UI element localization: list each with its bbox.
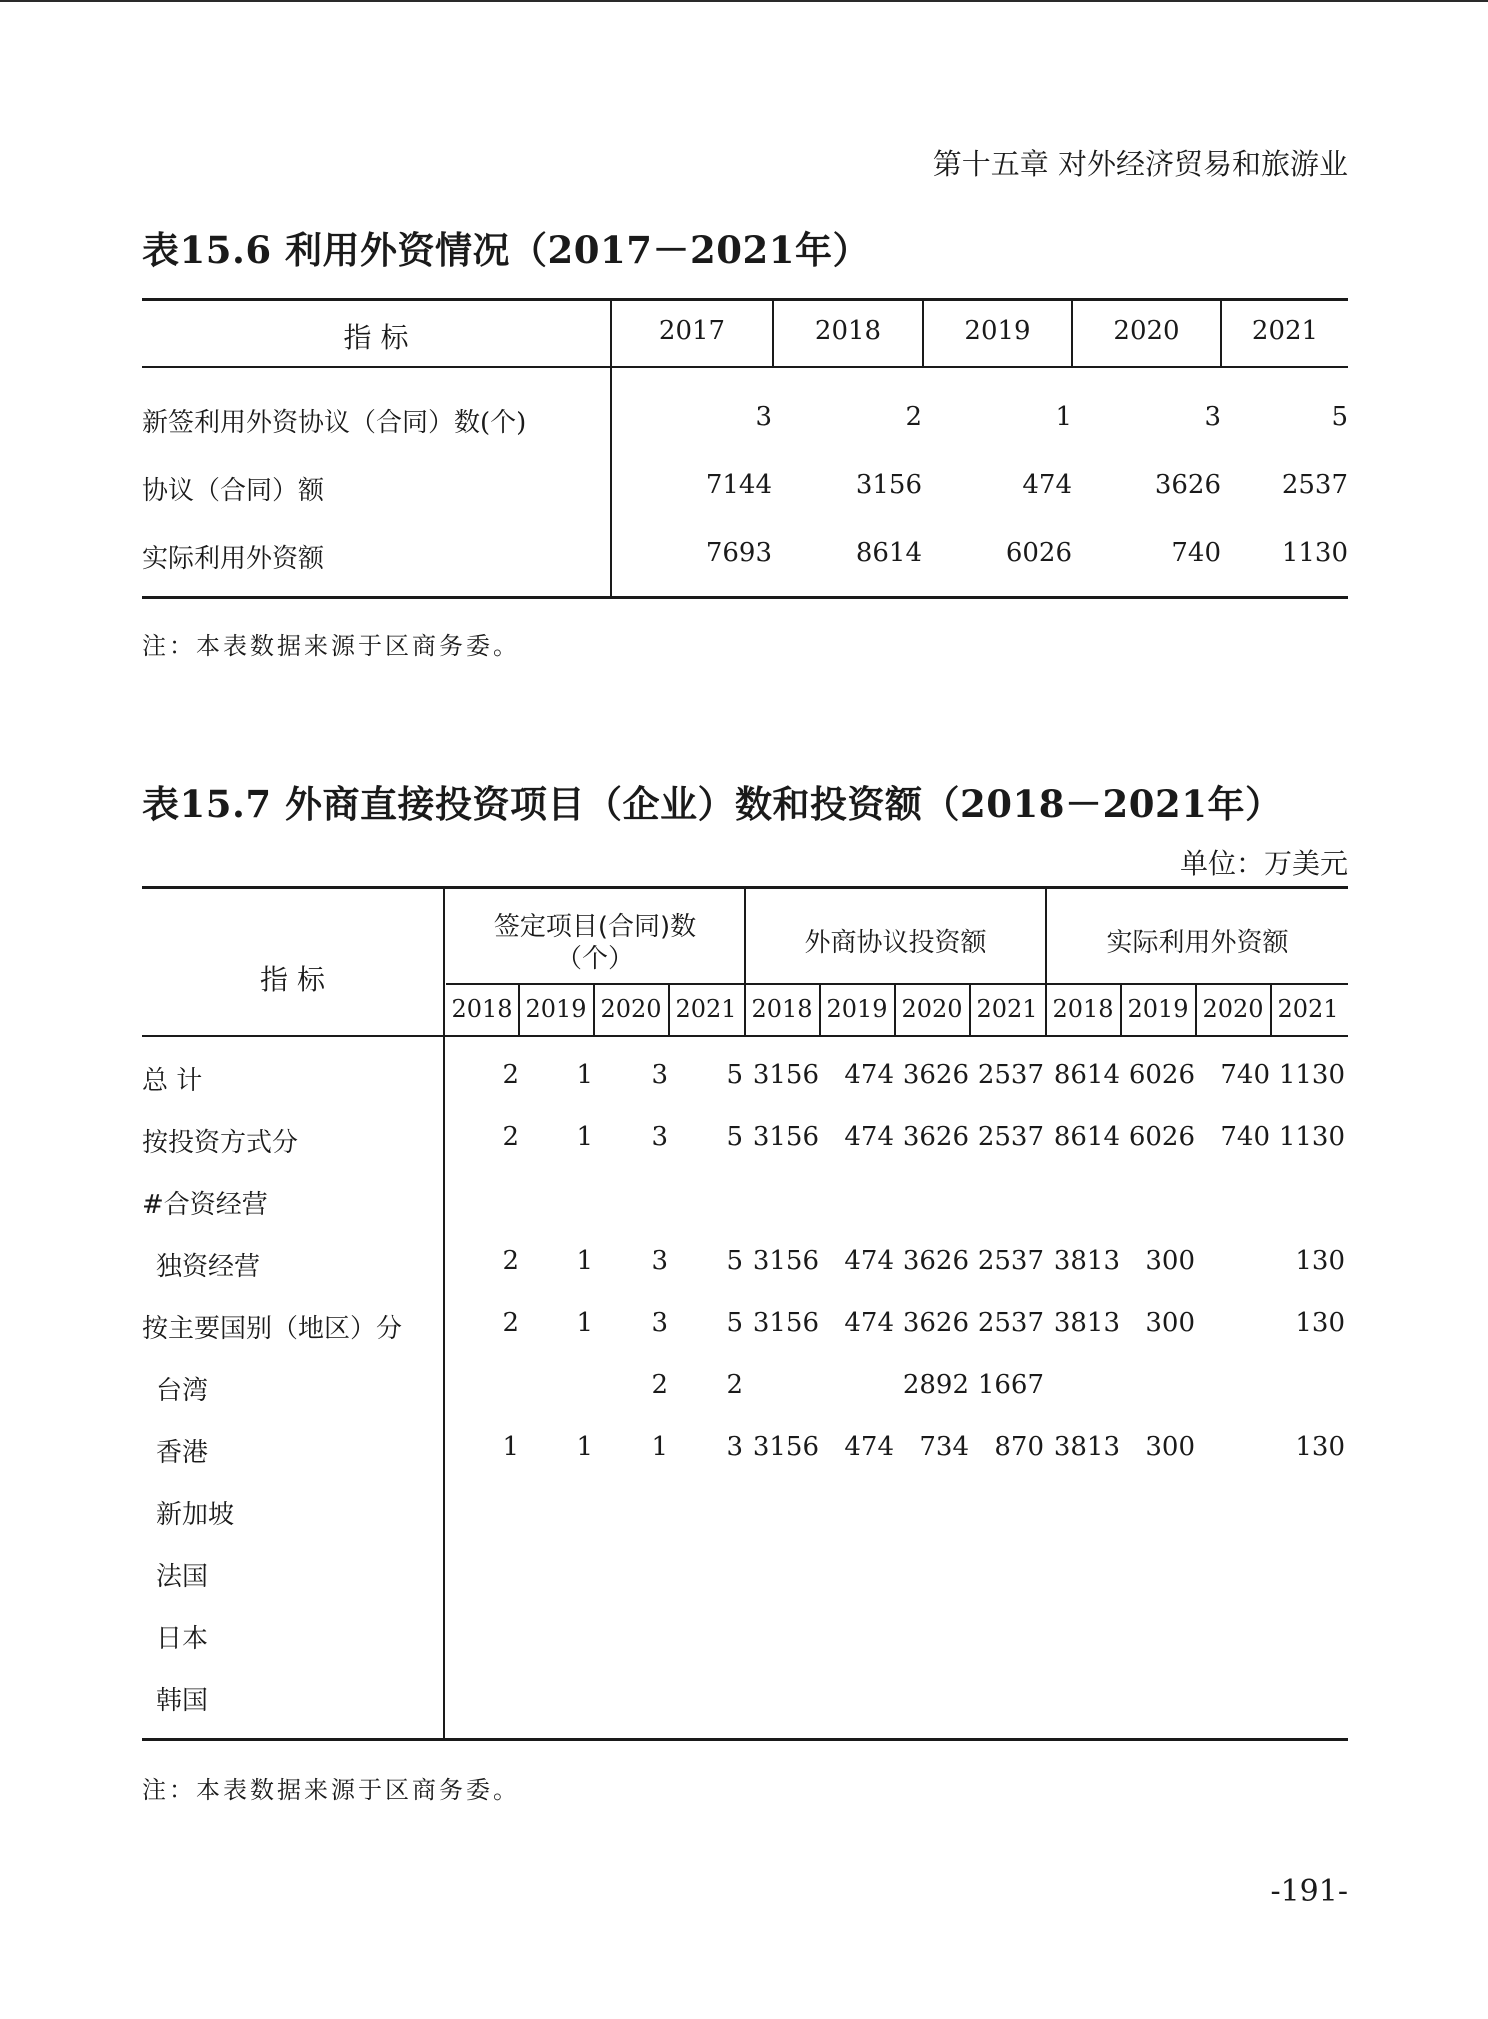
table2-cell: 740	[1220, 1060, 1270, 1090]
table2-cell: 3	[651, 1122, 668, 1152]
table2-cell: 740	[1220, 1122, 1270, 1152]
table2-row-label: 新加坡	[156, 1500, 235, 1530]
table2-year-header: 2019	[826, 995, 888, 1023]
table2-cell: 2537	[977, 1246, 1044, 1276]
table1-bottom-rule	[142, 596, 1348, 599]
table2-year-header: 2019	[1127, 995, 1189, 1023]
table2-cell: 2537	[977, 1122, 1044, 1152]
table2-bottom-rule	[142, 1738, 1348, 1741]
table2-index-divider	[443, 886, 445, 1740]
table2-cell: 3626	[902, 1122, 969, 1152]
table1-cell: 7144	[705, 470, 772, 500]
table2-year-header: 2020	[1202, 995, 1264, 1023]
table1-row-label: 实际利用外资额	[142, 544, 325, 574]
table2-cell: 2537	[977, 1308, 1044, 1338]
table2-row-label: 日本	[156, 1624, 209, 1654]
table1-note: 注：本表数据来源于区商务委。	[142, 632, 520, 660]
table1-year-header: 2020	[1113, 316, 1180, 346]
table2-year-header: 2020	[901, 995, 963, 1023]
table2-cell: 474	[844, 1246, 894, 1276]
table2-cell: 2892	[902, 1370, 969, 1400]
table2-cell: 3626	[902, 1308, 969, 1338]
table2-cell: 3	[651, 1060, 668, 1090]
table2-year-header: 2018	[451, 995, 513, 1023]
table2-cell: 1	[576, 1246, 593, 1276]
table2-row-label: 法国	[156, 1562, 209, 1592]
table2-note: 注：本表数据来源于区商务委。	[142, 1776, 520, 1804]
table2-cell: 300	[1145, 1308, 1195, 1338]
table1-cell: 740	[1171, 538, 1221, 568]
table1-year-header: 2021	[1251, 316, 1319, 346]
table2-year-header: 2021	[976, 995, 1038, 1023]
table2-row-label: 韩国	[156, 1686, 209, 1716]
table1-cell: 2537	[1281, 470, 1348, 500]
table2-year-header: 2018	[1052, 995, 1114, 1023]
table1-cell: 2	[905, 402, 922, 432]
table2-year-header: 2019	[525, 995, 587, 1023]
table2-cell: 5	[726, 1122, 743, 1152]
table2-cell: 2	[502, 1246, 519, 1276]
table1-cell: 1130	[1281, 538, 1348, 568]
table1-row-label: 新签利用外资协议（合同）数(个)	[142, 408, 527, 438]
table1-year-header: 2017	[658, 316, 726, 346]
table1-year-header: 2018	[814, 316, 882, 346]
table2-cell: 1	[502, 1432, 519, 1462]
table1-cell: 1	[1055, 402, 1072, 432]
table1-cell: 3	[755, 402, 772, 432]
table2-cell: 130	[1295, 1432, 1345, 1462]
chapter-header: 第十五章 对外经济贸易和旅游业	[932, 147, 1348, 181]
table2-cell: 734	[919, 1432, 969, 1462]
table1-cell: 7693	[705, 538, 772, 568]
table1-top-rule	[142, 298, 1348, 301]
table2-cell: 3626	[902, 1060, 969, 1090]
table2-group-header: 签定项目(合同)数	[493, 912, 697, 942]
table1-row-label: 协议（合同）额	[142, 476, 325, 506]
table2-cell: 1130	[1278, 1122, 1345, 1152]
table2-cell: 300	[1145, 1432, 1195, 1462]
table2-cell: 3156	[752, 1308, 819, 1338]
table2-cell: 3813	[1053, 1432, 1120, 1462]
table2-cell: 474	[844, 1122, 894, 1152]
table2-cell: 1	[576, 1060, 593, 1090]
table2-row-label: #合资经营	[142, 1190, 268, 1220]
table2-cell: 870	[994, 1432, 1044, 1462]
table2-year-header: 2021	[675, 995, 737, 1023]
table2-cell: 474	[844, 1060, 894, 1090]
table2-cell: 1	[576, 1432, 593, 1462]
table2-cell: 2	[651, 1370, 668, 1400]
table2-unit: 单位：万美元	[1179, 847, 1348, 880]
table2-cell: 3813	[1053, 1246, 1120, 1276]
table2-cell: 3	[726, 1432, 743, 1462]
table2-cell: 1	[576, 1122, 593, 1152]
table2-row-label: 按主要国别（地区）分	[142, 1314, 403, 1344]
table1-title: 表15.6 利用外资情况（2017－2021年）	[142, 228, 870, 272]
table1-cell: 3156	[855, 470, 922, 500]
table1-cell: 3626	[1154, 470, 1221, 500]
table2-index-header: 指 标	[260, 963, 325, 996]
table2-row-label: 独资经营	[156, 1252, 261, 1282]
table2-cell: 6026	[1128, 1060, 1195, 1090]
table2-cell: 3156	[752, 1060, 819, 1090]
table2-cell: 3813	[1053, 1308, 1120, 1338]
table2-group-header: 外商协议投资额	[804, 928, 987, 958]
table2-cell: 2	[502, 1060, 519, 1090]
table2-cell: 2	[502, 1308, 519, 1338]
table2-cell: 3	[651, 1246, 668, 1276]
table2-cell: 3	[651, 1308, 668, 1338]
table2-title: 表15.7 外商直接投资项目（企业）数和投资额（2018－2021年）	[142, 782, 1283, 826]
table1-cell: 6026	[1005, 538, 1072, 568]
table2-cell: 1130	[1278, 1060, 1345, 1090]
table2-cell: 3626	[902, 1246, 969, 1276]
table2-cell: 130	[1295, 1308, 1345, 1338]
table2-cell: 5	[726, 1060, 743, 1090]
table1-index-header: 指 标	[343, 321, 409, 354]
table2-year-header: 2018	[751, 995, 813, 1023]
table2-cell: 2	[726, 1370, 743, 1400]
table2-cell: 8614	[1053, 1060, 1120, 1090]
table1-year-header: 2019	[964, 316, 1031, 346]
table1-header-rule	[142, 366, 1348, 368]
table2-cell: 3156	[752, 1122, 819, 1152]
table2-cell: 1	[651, 1432, 668, 1462]
table2-cell: 300	[1145, 1246, 1195, 1276]
table2-row-label: 按投资方式分	[142, 1128, 299, 1158]
table2-group-header-unit: （个）	[555, 944, 634, 974]
page-number: -191-	[1270, 1874, 1348, 1909]
table1-cell: 8614	[855, 538, 922, 568]
table2-cell: 1667	[977, 1370, 1044, 1400]
table2-year-header: 2020	[600, 995, 662, 1023]
table2-cell: 1	[576, 1308, 593, 1338]
table1-cell: 5	[1331, 402, 1348, 432]
table2-cell: 130	[1295, 1246, 1345, 1276]
table2-group-header: 实际利用外资额	[1106, 928, 1289, 958]
page-top-border	[0, 0, 1488, 2]
table2-cell: 474	[844, 1308, 894, 1338]
table2-cell: 5	[726, 1246, 743, 1276]
table1-cell: 3	[1204, 402, 1221, 432]
table2-year-header: 2021	[1277, 995, 1339, 1023]
table2-cell: 2537	[977, 1060, 1044, 1090]
table2-group-rule	[446, 983, 1348, 985]
table2-row-label: 香港	[156, 1438, 209, 1468]
table2-cell: 474	[844, 1432, 894, 1462]
table2-cell: 2	[502, 1122, 519, 1152]
table2-row-label: 总 计	[142, 1066, 203, 1096]
table2-cell: 5	[726, 1308, 743, 1338]
table2-cell: 8614	[1053, 1122, 1120, 1152]
table2-cell: 3156	[752, 1246, 819, 1276]
table2-cell: 3156	[752, 1432, 819, 1462]
table2-row-label: 台湾	[156, 1376, 209, 1406]
table2-cell: 6026	[1128, 1122, 1195, 1152]
table1-cell: 474	[1022, 470, 1072, 500]
